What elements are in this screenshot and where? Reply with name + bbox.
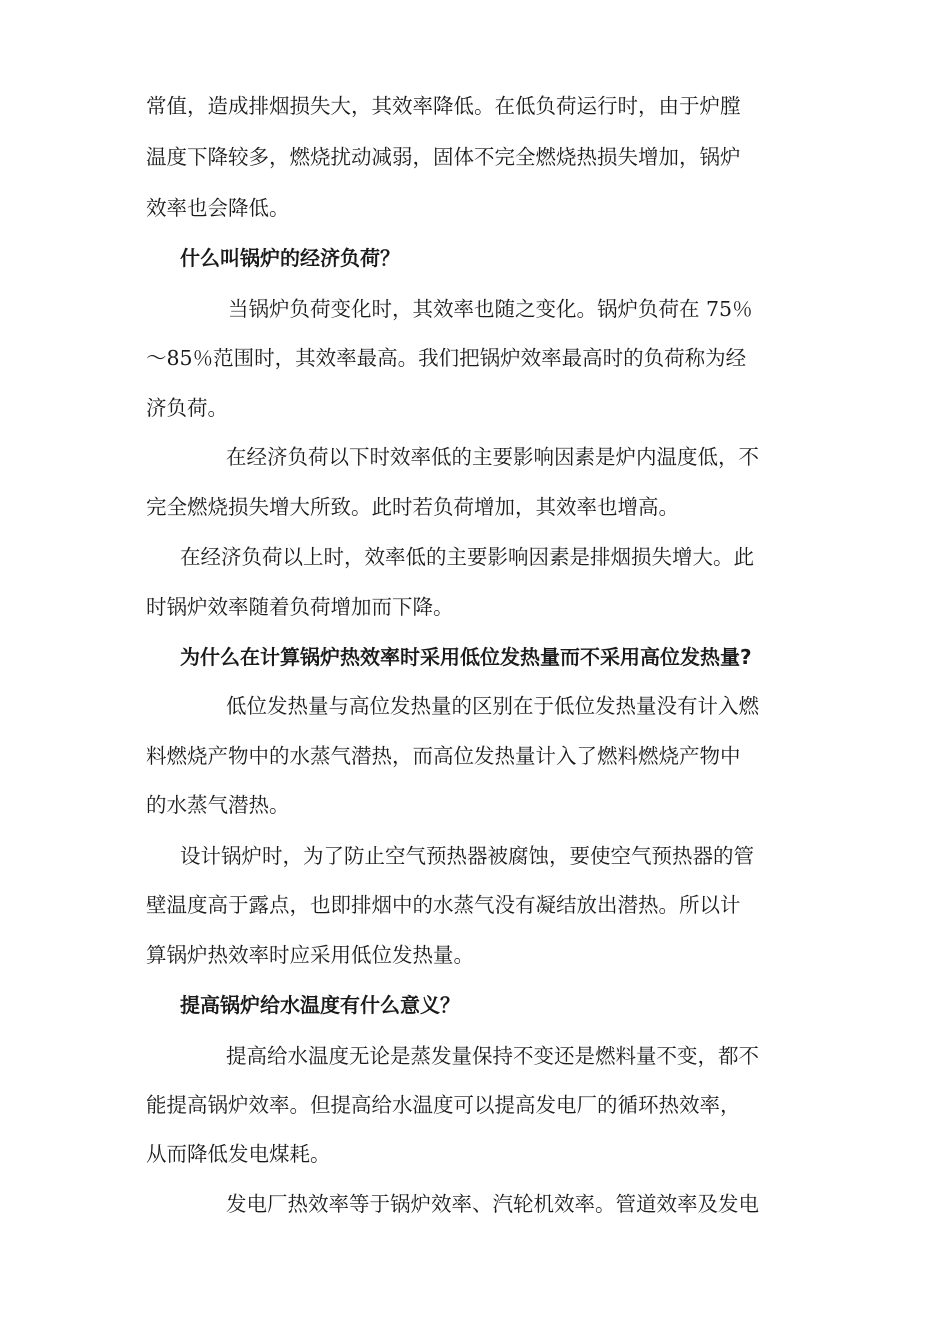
- body-line: 效率也会降低。: [146, 196, 290, 220]
- body-line: 温度下降较多，燃烧扰动减弱，固体不完全燃烧热损失增加，锅炉: [146, 145, 741, 169]
- body-line: ～85％范围时，其效率最高。我们把锅炉效率最高时的负荷称为经: [146, 346, 747, 370]
- body-line: 设计锅炉时，为了防止空气预热器被腐蚀，要使空气预热器的管: [180, 844, 754, 868]
- section-heading: 为什么在计算锅炉热效率时采用低位发热量而不采用高位发热量?: [180, 645, 752, 669]
- section-heading: 什么叫锅炉的经济负荷？: [180, 246, 400, 270]
- section-heading: 提高锅炉给水温度有什么意义？: [180, 993, 460, 1017]
- body-line: 当锅炉负荷变化时，其效率也随之变化。锅炉负荷在 75％: [228, 297, 753, 321]
- body-line: 从而降低发电煤耗。: [146, 1142, 331, 1166]
- body-line: 时锅炉效率随着负荷增加而下降。: [146, 595, 454, 619]
- body-line: 低位发热量与高位发热量的区别在于低位发热量没有计入燃: [226, 694, 759, 718]
- body-line: 料燃烧产物中的水蒸气潜热，而高位发热量计入了燃料燃烧产物中: [146, 744, 741, 768]
- body-line: 提高给水温度无论是蒸发量保持不变还是燃料量不变，都不: [226, 1044, 759, 1068]
- body-line: 完全燃烧损失增大所致。此时若负荷增加，其效率也增高。: [146, 495, 679, 519]
- body-line: 济负荷。: [146, 396, 228, 420]
- body-line: 发电厂热效率等于锅炉效率、汽轮机效率。管道效率及发电: [226, 1192, 759, 1216]
- body-line: 在经济负荷以上时，效率低的主要影响因素是排烟损失增大。此: [180, 545, 754, 569]
- body-line: 常值，造成排烟损失大，其效率降低。在低负荷运行时，由于炉膛: [146, 94, 741, 118]
- body-line: 能提高锅炉效率。但提高给水温度可以提高发电厂的循环热效率，: [146, 1093, 741, 1117]
- body-line: 壁温度高于露点，也即排烟中的水蒸气没有凝结放出潜热。所以计: [146, 893, 741, 917]
- body-line: 的水蒸气潜热。: [146, 793, 290, 817]
- body-line: 算锅炉热效率时应采用低位发热量。: [146, 943, 474, 967]
- body-line: 在经济负荷以下时效率低的主要影响因素是炉内温度低，不: [226, 445, 759, 469]
